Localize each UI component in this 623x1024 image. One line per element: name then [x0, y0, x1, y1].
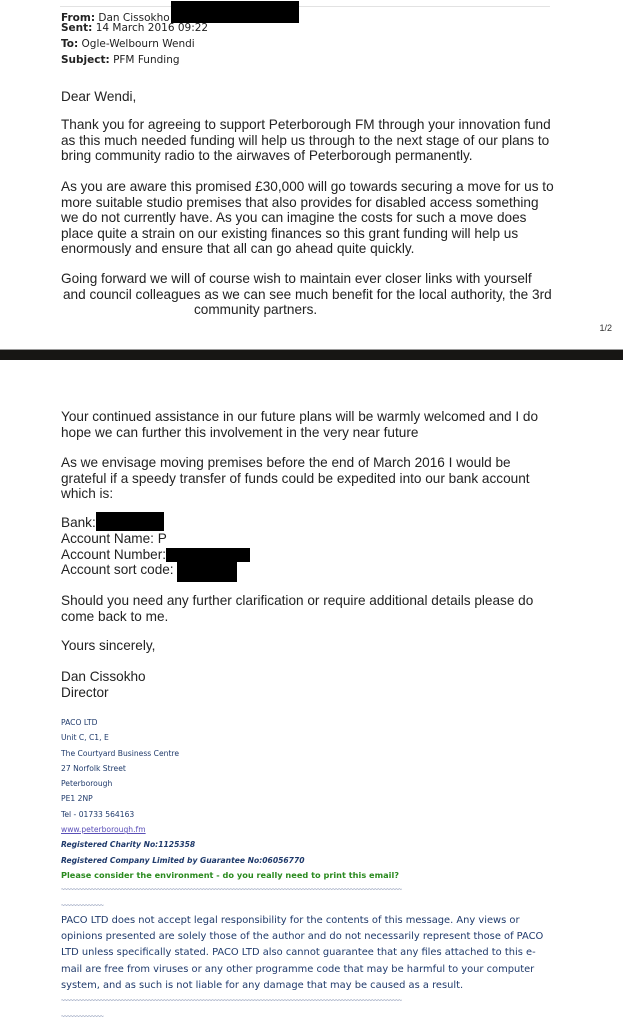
subject-line: [61, 52, 299, 68]
signatory-title: Director: [61, 684, 109, 700]
sign-off: Yours sincerely,: [61, 638, 156, 653]
subject-label: Subject:: [61, 54, 110, 66]
from-value: Dan Cissokho: [98, 12, 170, 24]
redaction-sort-code: [177, 562, 237, 582]
charity-number: Registered Charity No:1125358: [61, 840, 196, 850]
paragraph-going-forward: [61, 271, 581, 318]
paragraph-funding: As you are aware this promised £30,000 will go towards securing a move for us to more suitable studio premises that also provides for disabled access something we do not currently have. As you can imagine the costs for such a move does place quite a strain on our existing finances so this grant funding will help us enormously and ensure that all can go ahead quite quickly.: [61, 179, 554, 256]
account-number-line: [61, 547, 561, 563]
bank-label: Bank:: [61, 515, 96, 530]
going-forward-line-3: community partners.: [194, 302, 318, 317]
email-header: [61, 10, 299, 68]
header-rule: [60, 6, 550, 7]
account-number-label: Account Number:: [61, 546, 167, 562]
page-number: 1/2: [599, 323, 612, 333]
disclaimer: PACO LTD does not accept legal responsibility for the contents of this message. Any views or opinions presented are solely those of the author and do not necessarily represent those of PACO LTD unless specifically stated. PACO LTD also cannot guarantee that any files attached to this e-mail are free from viruses or any other programme code that may be harmful to your computer system, and as such is not liable for any damage that may be caused as a result.: [61, 915, 544, 991]
bank-details: [61, 515, 561, 582]
going-forward-line-1: Going forward we will of course wish to maintain ever closer links with yourself: [61, 271, 532, 286]
signatory: [61, 669, 561, 700]
sent-label: Sent:: [61, 22, 93, 34]
address-line-3: 27 Norfolk Street: [61, 763, 126, 773]
to-value: Ogle-Welbourn Wendi: [81, 38, 195, 50]
address-line-1: Unit C, C1, E: [61, 733, 109, 743]
tilde-divider-bottom-continued: ~~~~~~~~~~~~~~: [61, 1013, 104, 1020]
subject-value: PFM Funding: [113, 54, 180, 66]
to-line: [61, 36, 299, 52]
tilde-divider-top: ~~~~~~~~~~~~~~~~~~~~~~~~~~~~~~~~~~~~~~~~~~~~~~~~~~~~~~~~~~~~~~~~~~~~~~~~~~~~~~~~~~~~~~~~~~~~~~~~~~~~~~~~~~~~~~~~~: [61, 886, 402, 893]
tilde-divider-top-continued: ~~~~~~~~~~~~~~: [61, 902, 104, 909]
greeting: Dear Wendi,: [61, 89, 137, 104]
signatory-name: Dan Cissokho: [61, 669, 146, 684]
address-line-5: PE1 2NP: [61, 794, 93, 804]
sort-code-label: Account sort code:: [61, 562, 174, 577]
telephone: Tel - 01733 564163: [61, 809, 135, 819]
address-line-2: The Courtyard Business Centre: [61, 748, 180, 758]
redaction-bank: [96, 512, 164, 531]
paragraph-transfer: As we envisage moving premises before the end of March 2016 I would be grateful if a speedy transfer of funds could be expedited into our bank account which is:: [61, 455, 530, 501]
address-line-4: Peterborough: [61, 779, 113, 789]
paragraph-clarification: Should you need any further clarification or require additional details please do come back to me.: [61, 593, 534, 624]
account-name-line: Account Name: P: [61, 531, 167, 546]
company-registration: Registered Company Limited by Guarantee No:06056770: [61, 855, 305, 865]
environment-notice: Please consider the environment - do you really need to print this email?: [61, 869, 400, 880]
paragraph-thanks: Thank you for agreeing to support Peterborough FM through your innovation fund as this much needed funding will help us through to the next stage of our plans to bring community radio to the airwaves of Peterborough permanently.: [61, 117, 551, 163]
sort-code-line: [61, 562, 561, 582]
company-name: PACO LTD: [61, 718, 98, 727]
to-label: To:: [61, 38, 79, 50]
from-label: From:: [61, 12, 96, 24]
sent-value: 14 March 2016 09:22: [95, 22, 209, 34]
paragraph-assistance: Your continued assistance in our future plans will be warmly welcomed and I do hope we can further this involvement in the very near future: [61, 409, 539, 440]
website-link[interactable]: www.peterborough.fm: [61, 825, 146, 835]
signature-block: [61, 715, 399, 883]
going-forward-line-2: and council colleagues as we can see much benefit for the local authority, the 3rd: [63, 286, 552, 302]
bank-line: [61, 515, 561, 531]
page-break-separator: [0, 350, 623, 360]
tilde-divider-bottom: ~~~~~~~~~~~~~~~~~~~~~~~~~~~~~~~~~~~~~~~~~~~~~~~~~~~~~~~~~~~~~~~~~~~~~~~~~~~~~~~~~~~~~~~~~~~~~~~~~~~~~~~~~~~~~~~~~: [61, 997, 402, 1004]
redaction-account-number: [166, 548, 250, 562]
